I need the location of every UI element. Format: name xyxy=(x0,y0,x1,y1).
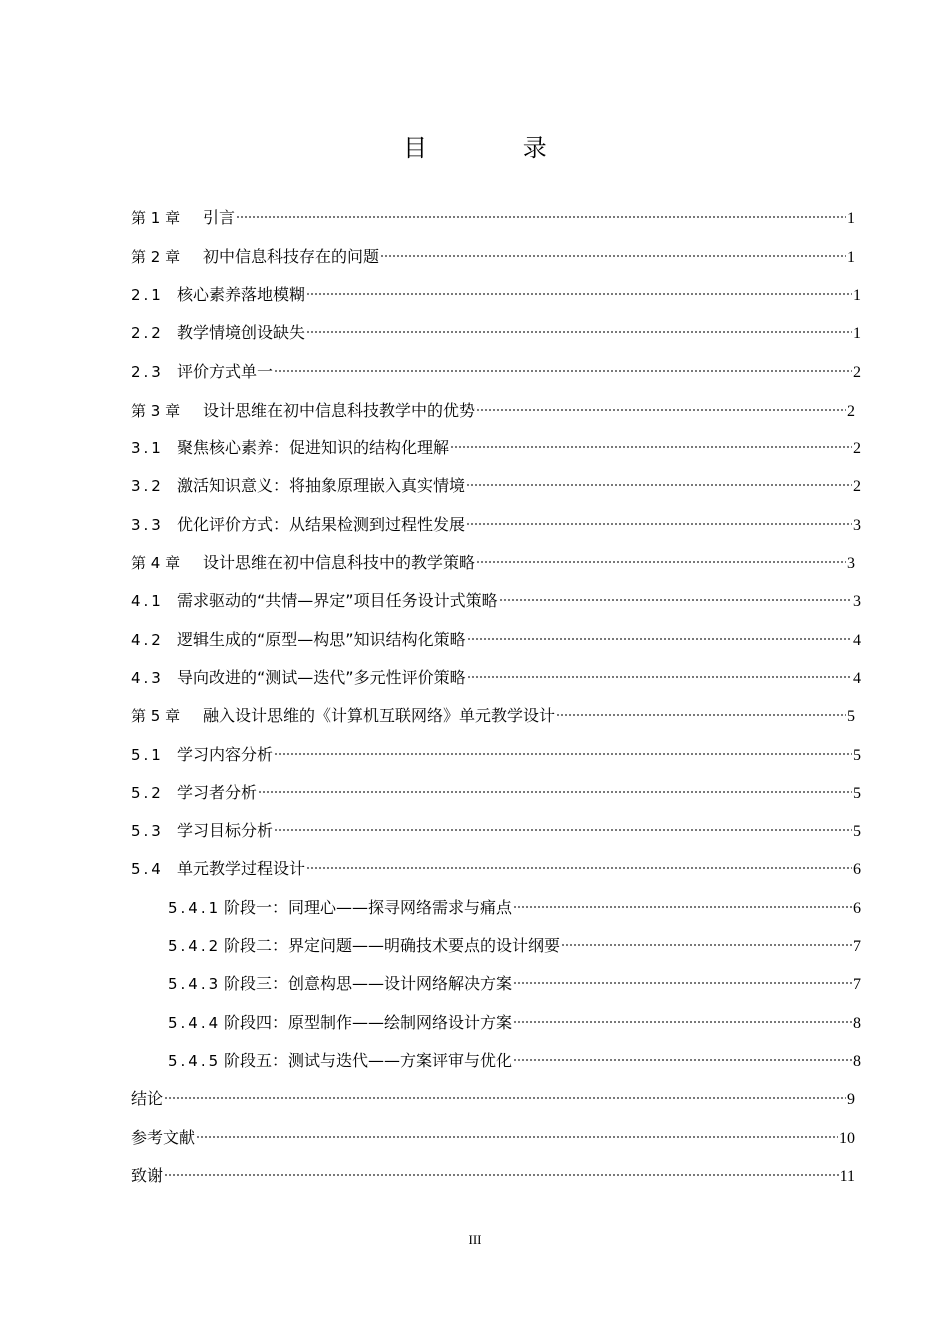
toc-dot-leader xyxy=(164,1078,846,1104)
toc-dot-leader xyxy=(258,772,852,798)
toc-entry-label xyxy=(168,933,560,959)
toc-entry-label xyxy=(131,435,449,461)
toc-dot-leader xyxy=(306,312,852,338)
toc-entry-label xyxy=(131,588,498,614)
toc-entry-text: 设计思维在初中信息科技教学中的优势 xyxy=(203,401,476,420)
toc-entry[interactable] xyxy=(131,657,861,687)
toc-entry-label xyxy=(131,627,466,653)
toc-entry-number: 5.4 xyxy=(131,860,164,878)
toc-entry-number: 第 5 章 xyxy=(131,707,181,725)
toc-entry-text: 融入设计思维的《计算机互联网络》单元教学设计 xyxy=(203,706,556,725)
toc-entry-text: 学习内容分析 xyxy=(177,745,274,764)
toc-entry[interactable] xyxy=(131,772,861,802)
toc-entry-label xyxy=(131,665,466,691)
toc-entry-label xyxy=(168,895,512,921)
toc-dot-leader xyxy=(466,504,852,530)
toc-entry-page: 7 xyxy=(853,976,861,993)
toc-entry-label xyxy=(131,550,475,576)
toc-dot-leader xyxy=(467,657,852,683)
toc-dot-leader xyxy=(466,465,852,491)
toc-entry-page: 4 xyxy=(853,670,861,687)
toc-entry[interactable] xyxy=(131,542,855,572)
toc-entry-page: 5 xyxy=(847,708,855,725)
toc-entry-page: 9 xyxy=(847,1091,855,1108)
toc-entry[interactable] xyxy=(131,695,855,725)
toc-entry-page: 3 xyxy=(853,593,861,610)
toc-entry[interactable] xyxy=(168,963,861,993)
toc-entry-number: 5.4.4 xyxy=(168,1014,222,1032)
toc-entry-number: 第 1 章 xyxy=(131,209,181,227)
toc-entry-text: 教学情境创设缺失 xyxy=(177,323,306,342)
toc-entry-page: 1 xyxy=(853,325,861,342)
toc-entry-text: 评价方式单一 xyxy=(177,362,274,381)
toc-dot-leader xyxy=(196,1117,838,1143)
toc-entry-number: 3.3 xyxy=(131,516,164,534)
toc-entry-text: 聚焦核心素养：促进知识的结构化理解 xyxy=(177,438,450,457)
toc-entry-page: 2 xyxy=(853,478,861,495)
toc-entry[interactable] xyxy=(131,848,861,878)
toc-entry-number: 4.2 xyxy=(131,631,164,649)
toc-entry-number: 5.3 xyxy=(131,822,164,840)
toc-entry-number: 5.4.1 xyxy=(168,899,222,917)
toc-entry-page: 2 xyxy=(853,364,861,381)
toc-dot-leader xyxy=(561,925,852,951)
toc-entry[interactable] xyxy=(131,312,861,342)
toc-dot-leader xyxy=(476,542,846,568)
toc-entry-text: 需求驱动的“共情—界定”项目任务设计式策略 xyxy=(177,591,498,610)
toc-entry-text: 逻辑生成的“原型—构思”知识结构化策略 xyxy=(177,630,466,649)
toc-entry-text: 导向改进的“测试—迭代”多元性评价策略 xyxy=(177,668,466,687)
toc-entry-page: 3 xyxy=(847,555,855,572)
toc-entry-page: 5 xyxy=(853,823,861,840)
toc-entry-label xyxy=(131,856,305,882)
toc-entry[interactable] xyxy=(131,274,861,304)
toc-entry-label xyxy=(131,244,379,270)
toc-entry-text: 学习者分析 xyxy=(177,783,258,802)
toc-entry-number: 第 4 章 xyxy=(131,554,181,572)
toc-entry[interactable] xyxy=(131,734,861,764)
toc-entry-page: 1 xyxy=(847,210,855,227)
toc-entry-label xyxy=(131,512,465,538)
toc-entry-label xyxy=(131,742,273,768)
toc-entry-number: 4.3 xyxy=(131,669,164,687)
toc-entry-page: 2 xyxy=(853,440,861,457)
toc-entry-page: 8 xyxy=(853,1053,861,1070)
toc-dot-leader xyxy=(380,236,846,262)
toc-dot-leader xyxy=(513,1040,852,1066)
toc-entry-page: 8 xyxy=(853,1015,861,1032)
toc-entry-text: 核心素养落地模糊 xyxy=(177,285,306,304)
toc-dot-leader xyxy=(476,390,846,416)
toc-entry-label xyxy=(131,473,465,499)
toc-entry-number: 4.1 xyxy=(131,592,164,610)
toc-entry-text: 引言 xyxy=(203,208,236,227)
toc-entry[interactable] xyxy=(131,197,855,227)
toc-entry-label xyxy=(131,320,305,346)
toc-dot-leader xyxy=(513,887,852,913)
toc-entry-label xyxy=(168,1048,512,1074)
toc-dot-leader xyxy=(499,580,852,606)
toc-entry[interactable] xyxy=(131,1117,855,1147)
toc-entry-number: 5.4.3 xyxy=(168,975,222,993)
toc-entry[interactable] xyxy=(168,1002,861,1032)
toc-entry-page: 11 xyxy=(839,1168,855,1185)
toc-entry-number: 2.3 xyxy=(131,363,164,381)
toc-entry-label xyxy=(131,282,305,308)
toc-entry-label xyxy=(131,1163,163,1189)
toc-entry-page: 4 xyxy=(853,632,861,649)
toc-entry[interactable] xyxy=(131,351,861,381)
toc-dot-leader xyxy=(450,427,852,453)
toc-entry-text: 单元教学过程设计 xyxy=(177,859,306,878)
toc-entry-page: 5 xyxy=(853,785,861,802)
toc-entry-number: 3.1 xyxy=(131,439,164,457)
toc-dot-leader xyxy=(306,274,852,300)
toc-entry-number: 第 2 章 xyxy=(131,248,181,266)
page-title: 目 录 xyxy=(403,134,591,162)
toc-entry-page: 1 xyxy=(853,287,861,304)
toc-entry-page: 7 xyxy=(853,938,861,955)
toc-entry[interactable] xyxy=(131,236,855,266)
toc-entry-label xyxy=(131,1086,163,1112)
toc-entry-label xyxy=(131,818,273,844)
toc-dot-leader xyxy=(236,197,846,223)
toc-entry-text: 阶段四：原型制作——绘制网络设计方案 xyxy=(224,1013,513,1032)
toc-entry[interactable] xyxy=(131,810,861,840)
toc-entry-page: 2 xyxy=(847,403,855,420)
toc-entry-number: 5.4.2 xyxy=(168,937,222,955)
toc-entry-text: 致谢 xyxy=(131,1166,164,1185)
toc-entry-number: 3.2 xyxy=(131,477,164,495)
toc-entry-text: 阶段三：创意构思——设计网络解决方案 xyxy=(224,974,513,993)
toc-dot-leader xyxy=(274,810,852,836)
toc-entry-text: 阶段二：界定问题——明确技术要点的设计纲要 xyxy=(224,936,561,955)
toc-entry-number: 5.2 xyxy=(131,784,164,802)
toc-entry-text: 学习目标分析 xyxy=(177,821,274,840)
toc-entry[interactable] xyxy=(131,465,861,495)
toc-entry[interactable] xyxy=(168,887,861,917)
toc-entry-label xyxy=(131,1125,195,1151)
toc-entry-text: 设计思维在初中信息科技中的教学策略 xyxy=(203,553,476,572)
toc-dot-leader xyxy=(306,848,852,874)
toc-entry-text: 激活知识意义：将抽象原理嵌入真实情境 xyxy=(177,476,466,495)
toc-entry-label xyxy=(131,398,475,424)
toc-dot-leader xyxy=(556,695,846,721)
toc-entry-label xyxy=(131,205,235,231)
toc-entry-page: 5 xyxy=(853,747,861,764)
toc-entry[interactable] xyxy=(168,1040,861,1070)
toc-entry[interactable] xyxy=(168,925,861,955)
toc-entry-page: 1 xyxy=(847,249,855,266)
toc-entry[interactable] xyxy=(131,580,861,610)
toc-dot-leader xyxy=(164,1155,839,1181)
toc-entry-page: 10 xyxy=(839,1130,855,1147)
toc-dot-leader xyxy=(274,734,852,760)
toc-entry-label xyxy=(168,1010,512,1036)
toc-dot-leader xyxy=(467,619,852,645)
toc-entry[interactable] xyxy=(131,619,861,649)
toc-entry-text: 参考文献 xyxy=(131,1128,196,1147)
toc-entry-page: 6 xyxy=(853,900,861,917)
toc-entry-text: 阶段五：测试与迭代——方案评审与优化 xyxy=(224,1051,513,1070)
toc-entry-text: 优化评价方式：从结果检测到过程性发展 xyxy=(177,515,466,534)
toc-entry-label xyxy=(131,703,555,729)
toc-entry-label xyxy=(131,359,273,385)
toc-entry[interactable] xyxy=(131,390,855,420)
toc-entry-page: 3 xyxy=(853,517,861,534)
toc-entry-number: 第 3 章 xyxy=(131,402,181,420)
toc-entry-text: 初中信息科技存在的问题 xyxy=(203,247,380,266)
toc-entry-text: 结论 xyxy=(131,1089,164,1108)
page-number: III xyxy=(468,1232,482,1247)
toc-entry[interactable] xyxy=(131,504,861,534)
toc-entry-label xyxy=(168,971,512,997)
toc-dot-leader xyxy=(274,351,852,377)
toc-entry-number: 2.1 xyxy=(131,286,164,304)
toc-entry-page: 6 xyxy=(853,861,861,878)
toc-dot-leader xyxy=(513,1002,852,1028)
toc-entry-number: 5.1 xyxy=(131,746,164,764)
toc-dot-leader xyxy=(513,963,852,989)
toc-entry-number: 5.4.5 xyxy=(168,1052,222,1070)
toc-entry-text: 阶段一：同理心——探寻网络需求与痛点 xyxy=(224,898,513,917)
toc-entry[interactable] xyxy=(131,1155,855,1185)
toc-entry-number: 2.2 xyxy=(131,324,164,342)
toc-entry-label xyxy=(131,780,257,806)
toc-entry[interactable] xyxy=(131,427,861,457)
toc-entry[interactable] xyxy=(131,1078,855,1108)
